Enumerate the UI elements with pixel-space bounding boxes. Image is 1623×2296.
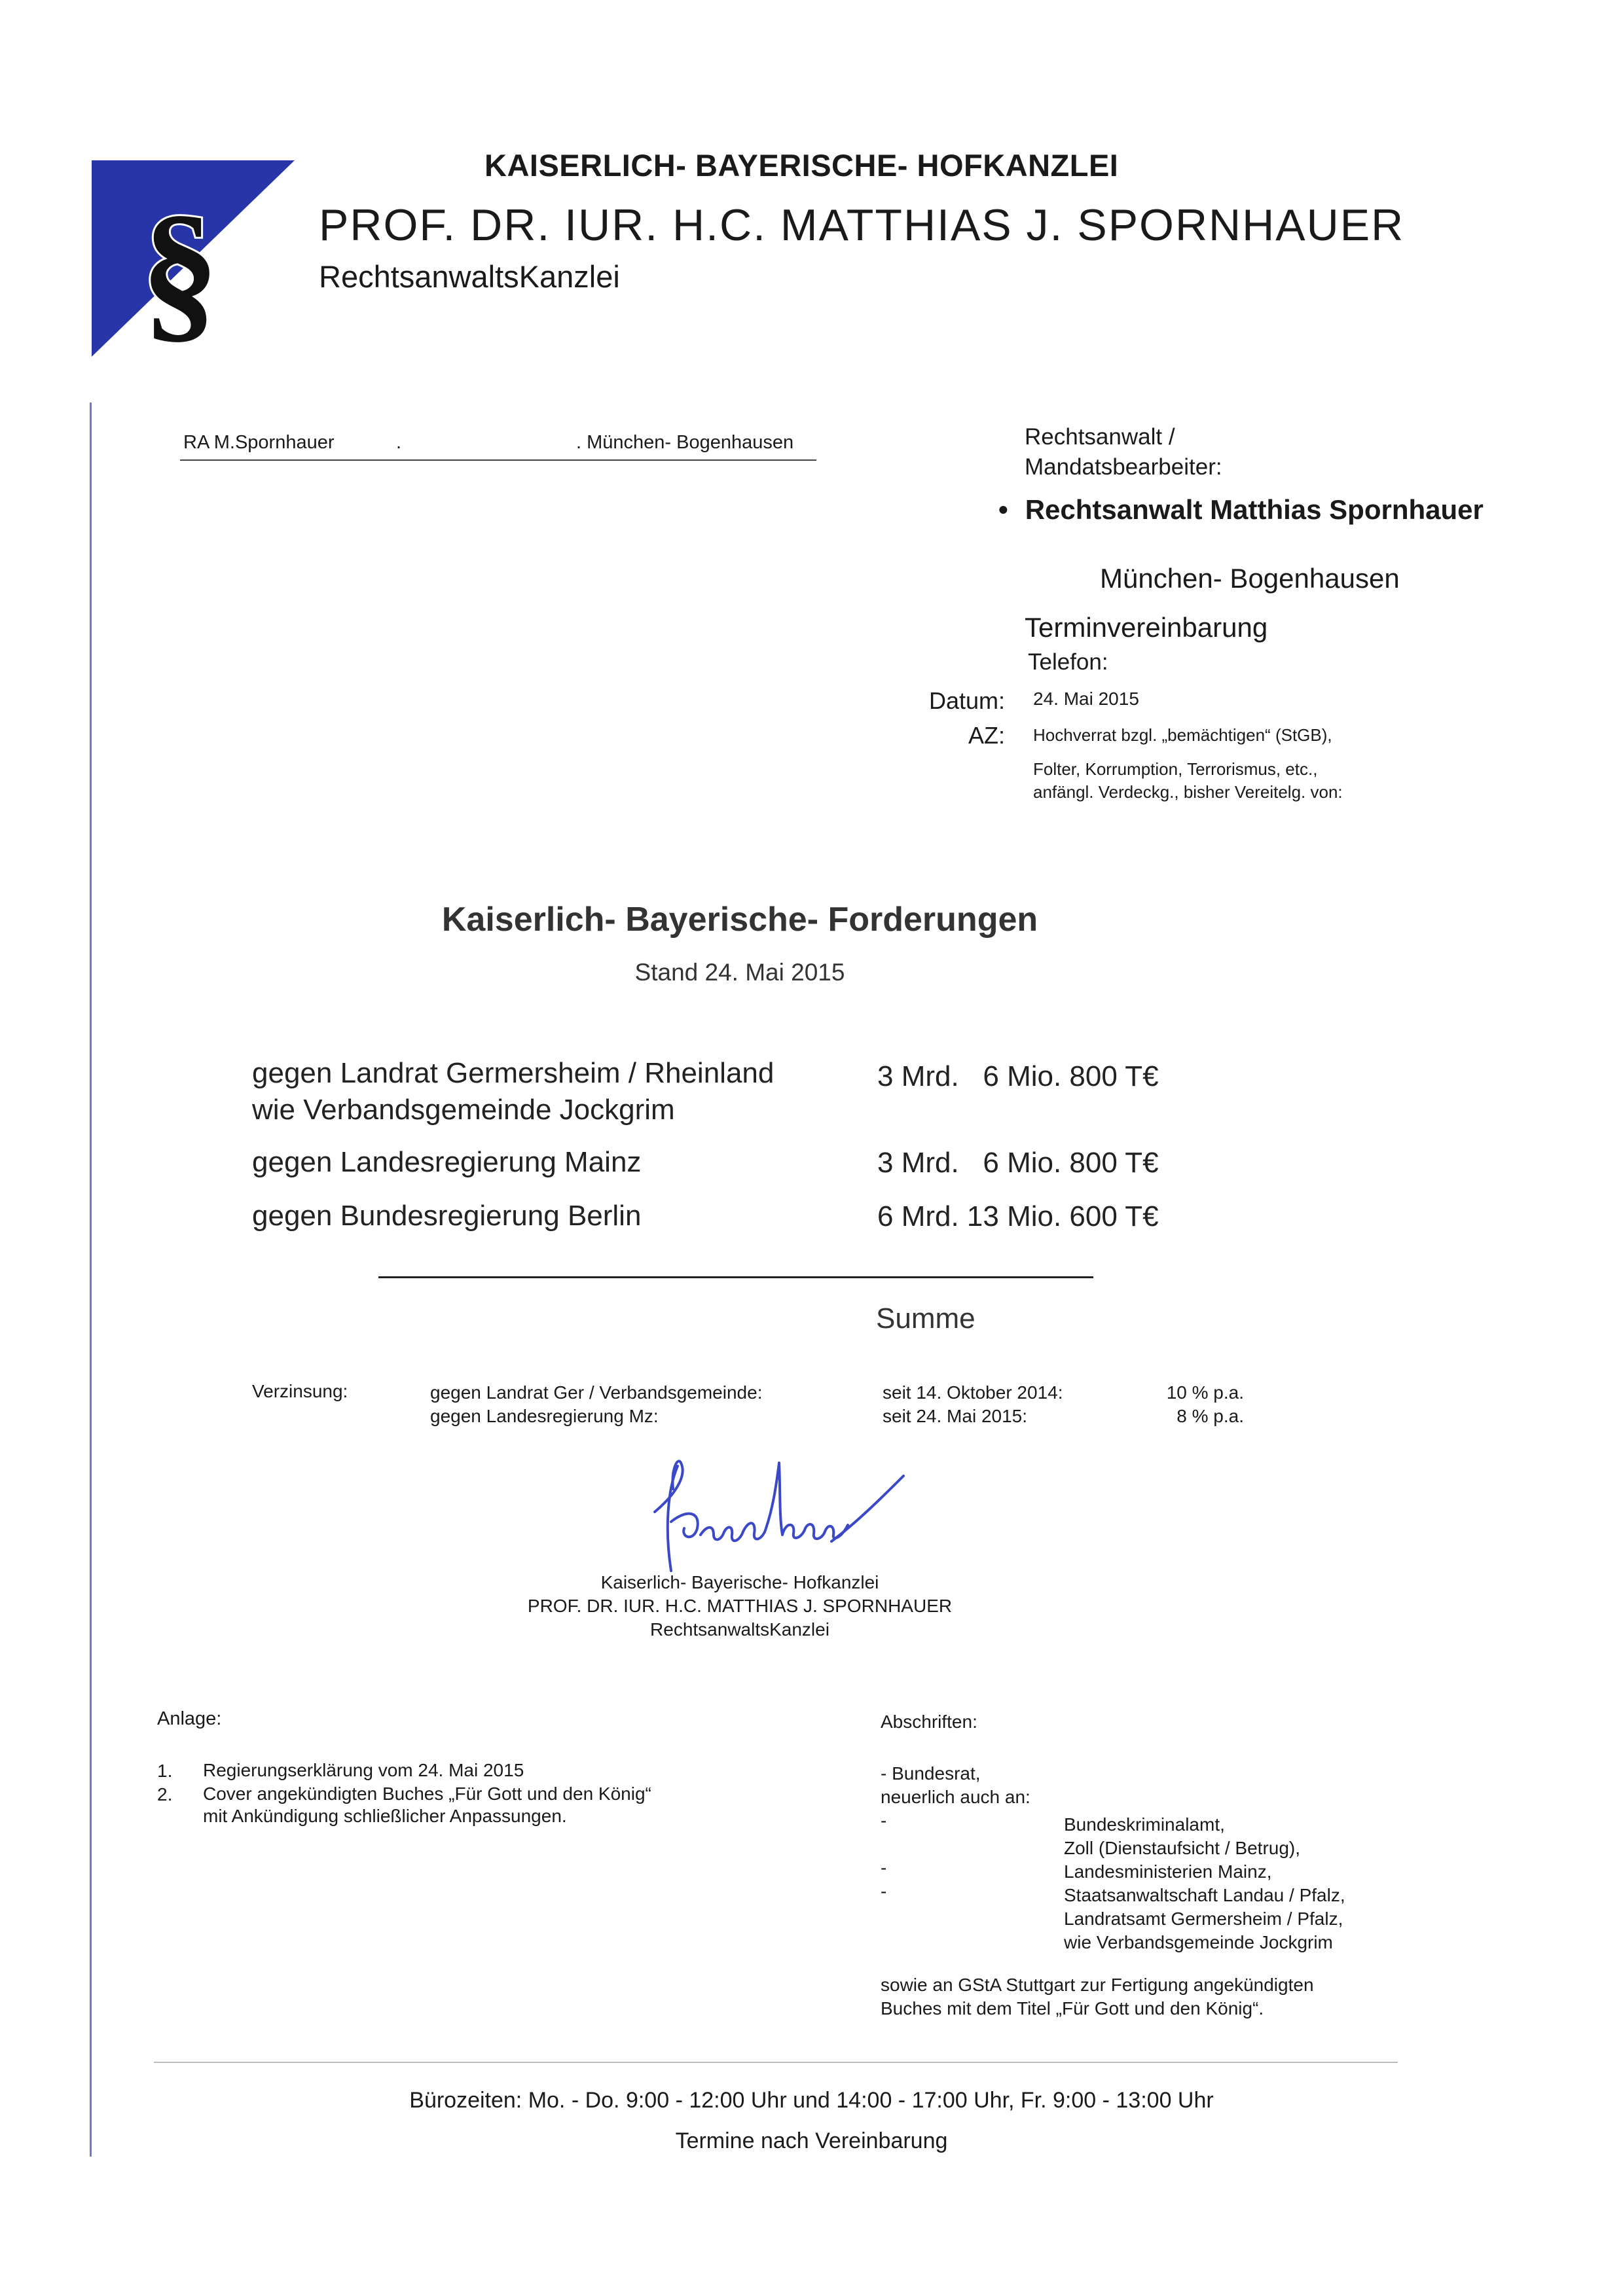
- copies-recipient: Landratsamt Germersheim / Pfalz,: [1064, 1909, 1343, 1929]
- date-label: Datum:: [928, 687, 1005, 714]
- copies-recipient: Zoll (Dienstaufsicht / Betrug),: [1064, 1838, 1301, 1858]
- attachment-text: Cover angekündigten Buches „Für Gott und den König“: [203, 1784, 651, 1804]
- claim-label-line1: gegen Bundesregierung Berlin: [252, 1200, 642, 1232]
- reference-line-3: anfängl. Verdeckg., bisher Vereitelg. von:: [1033, 782, 1343, 802]
- copies-intro: [881, 1762, 1030, 1809]
- attachment-text: Regierungserklärung vom 24. Mai 2015: [203, 1760, 524, 1780]
- signature-firm: Kaiserlich- Bayerische- Hofkanzlei: [600, 1572, 879, 1592]
- list-dash: -: [881, 1810, 887, 1831]
- claim-amount: 6 Mrd. 13 Mio. 600 T€: [877, 1200, 1159, 1232]
- claim-label-line2: wie Verbandsgemeinde Jockgrim: [252, 1094, 675, 1126]
- office-hours: Bürozeiten: Mo. - Do. 9:00 - 12:00 Uhr und 14:00 - 17:00 Uhr, Fr. 9:00 - 13:00 Uhr: [409, 2088, 1214, 2113]
- list-dash: -: [881, 1881, 887, 1901]
- copies-note-line1: sowie an GStA Stuttgart zur Fertigung angekündigten: [881, 1975, 1314, 1995]
- firm-title: KAISERLICH- BAYERISCHE- HOFKANZLEI: [484, 148, 1119, 183]
- reference-line-1: Hochverrat bzgl. „bemächtigen“ (StGB),: [1033, 725, 1332, 745]
- copies-recipient: wie Verbandsgemeinde Jockgrim: [1064, 1932, 1333, 1952]
- handwritten-signature: [615, 1450, 917, 1581]
- attachments-label: Anlage:: [157, 1708, 222, 1729]
- date-value: 24. Mai 2015: [1033, 689, 1139, 709]
- signature-block: [0, 1571, 1480, 1641]
- attachment-item: [203, 1759, 524, 1782]
- claim-row-label: [252, 1198, 641, 1234]
- sender-separator: .: [396, 432, 402, 453]
- interest-since: seit 14. Oktober 2014:: [883, 1382, 1063, 1403]
- paragraph-sign-icon: §: [141, 183, 219, 357]
- appointments-note: Termine nach Vereinbarung: [675, 2128, 948, 2153]
- copies-recipient: Landesministerien Mainz,: [1064, 1861, 1272, 1882]
- copies-recipient: Bundeskriminalamt,: [1064, 1814, 1225, 1835]
- attachment-number: 2.: [157, 1784, 173, 1804]
- interest-target: gegen Landrat Ger / Verbandsgemeinde:: [430, 1382, 763, 1403]
- phone-label: Telefon:: [1028, 649, 1108, 675]
- copies-note: [881, 1973, 1314, 2020]
- reference-line-2: Folter, Korrumption, Terrorismus, etc.,: [1033, 759, 1318, 779]
- document-date-stand: Stand 24. Mai 2015: [634, 959, 845, 986]
- attorney-city: München- Bogenhausen: [1100, 563, 1400, 594]
- interest-label: Verzinsung:: [252, 1381, 348, 1401]
- copies-note-line2: Buches mit dem Titel „Für Gott und den König“.: [881, 1998, 1264, 2018]
- document-title: Kaiserlich- Bayerische- Forderungen: [441, 901, 1038, 939]
- claim-amount: 3 Mrd. 6 Mio. 800 T€: [877, 1060, 1159, 1092]
- bullet-icon: •: [998, 494, 1008, 525]
- sender-line: [180, 425, 816, 461]
- claim-label-line1: gegen Landesregierung Mainz: [252, 1146, 642, 1178]
- interest-target: gegen Landesregierung Mz:: [430, 1406, 659, 1426]
- claim-row-label: [252, 1055, 774, 1128]
- attachment-item: [203, 1783, 651, 1827]
- signature-name: PROF. DR. IUR. H.C. MATTHIAS J. SPORNHAUER: [527, 1596, 953, 1616]
- sum-label: Summe: [876, 1302, 976, 1335]
- attachment-text: mit Ankündigung schließlicher Anpassungen.: [203, 1806, 567, 1826]
- appointment-label: Terminvereinbarung: [1025, 612, 1268, 643]
- attorney-label-line1: Rechtsanwalt /: [1025, 424, 1175, 450]
- sender-name: RA M.Spornhauer: [183, 432, 335, 453]
- copies-intro-line1: - Bundesrat,: [881, 1763, 981, 1784]
- interest-rate: 8 % p.a.: [1176, 1406, 1244, 1426]
- attorney-label-line2: Mandatsbearbeiter:: [1025, 454, 1222, 480]
- left-margin-rule: [90, 403, 92, 2157]
- sender-city: . München- Bogenhausen: [576, 432, 794, 453]
- claim-row-label: [252, 1144, 641, 1181]
- interest-since: seit 24. Mai 2015:: [883, 1406, 1028, 1426]
- reference-label: AZ:: [968, 722, 1005, 749]
- list-dash: -: [881, 1857, 887, 1878]
- claim-label-line1: gegen Landrat Germersheim / Rheinland: [252, 1057, 775, 1089]
- copies-recipient-list: [1064, 1813, 1345, 1954]
- attorney-label: [1025, 422, 1222, 482]
- copies-label: Abschriften:: [881, 1712, 977, 1732]
- paragraph-logo: [92, 160, 295, 357]
- claim-amount: 3 Mrd. 6 Mio. 800 T€: [877, 1147, 1159, 1179]
- interest-rate: 10 % p.a.: [1166, 1382, 1244, 1403]
- copies-intro-line2: neuerlich auch an:: [881, 1787, 1030, 1807]
- firm-subtitle: RechtsanwaltsKanzlei: [319, 259, 620, 294]
- copies-recipient: Staatsanwaltschaft Landau / Pfalz,: [1064, 1885, 1345, 1905]
- attorney-name-text: Rechtsanwalt Matthias Spornhauer: [1025, 494, 1484, 525]
- lawyer-name-heading: PROF. DR. IUR. H.C. MATTHIAS J. SPORNHAUER: [319, 200, 1405, 250]
- signature-subtitle: RechtsanwaltsKanzlei: [650, 1619, 830, 1640]
- attorney-name: [998, 494, 1484, 526]
- footer-divider: [154, 2062, 1398, 2063]
- attachment-number: 1.: [157, 1761, 173, 1781]
- sum-divider: [378, 1276, 1093, 1278]
